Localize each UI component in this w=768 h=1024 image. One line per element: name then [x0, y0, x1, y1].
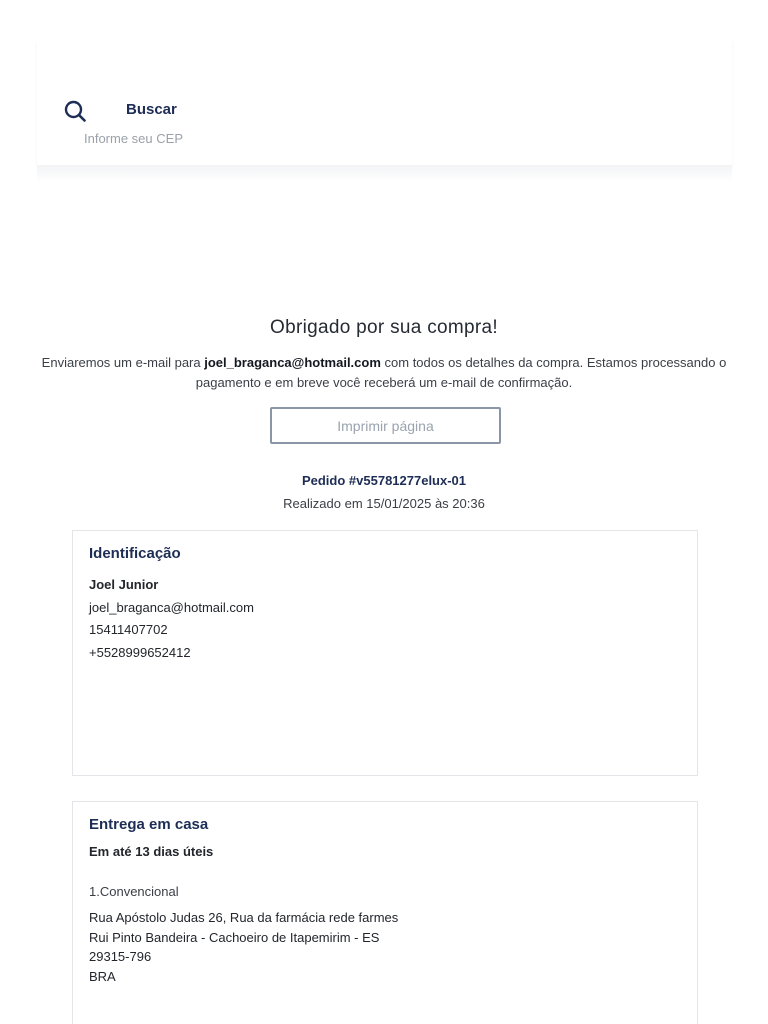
identification-email: joel_braganca@hotmail.com — [89, 599, 254, 615]
identification-card — [72, 530, 698, 776]
shipping-title: Entrega em casa — [89, 816, 209, 833]
shipping-deadline: Em até 13 dias úteis — [89, 844, 214, 859]
order-date: Realizado em 15/01/2025 às 20:36 — [283, 496, 485, 511]
search-label[interactable]: Buscar — [126, 101, 177, 118]
header-search-bar — [37, 40, 732, 165]
shipping-address — [89, 908, 398, 986]
confirmation-message — [40, 353, 728, 393]
border-gap — [698, 927, 702, 969]
print-page-button[interactable]: Imprimir página — [270, 407, 501, 444]
cep-input-hint[interactable]: Informe seu CEP — [84, 131, 183, 146]
address-line: Rui Pinto Bandeira - Cachoeiro de Itapemirim - ES — [89, 929, 380, 945]
identification-title: Identificação — [89, 545, 181, 562]
page-title: Obrigado por sua compra! — [270, 317, 498, 338]
address-line: Rua Apóstolo Judas 26, Rua da farmácia rede farmes — [89, 910, 399, 925]
customer-document: 15411407702 — [89, 622, 168, 637]
customer-phone: +5528999652412 — [89, 644, 191, 660]
message-prefix: Enviaremos um e-mail para — [41, 355, 205, 370]
search-icon[interactable] — [64, 100, 86, 122]
order-number: Pedido #v55781277elux-01 — [301, 473, 467, 488]
header-divider — [37, 166, 732, 182]
shipping-card — [72, 801, 698, 1024]
address-line: BRA — [89, 968, 116, 984]
message-suffix: com todos os detalhes da compra. Estamos processando o pagamento e em breve você receberá um e-mail de confirmação. — [195, 355, 727, 390]
address-line: 29315-796 — [89, 949, 152, 964]
customer-name: Joel Junior — [89, 577, 159, 592]
shipping-method: 1.Convencional — [89, 884, 179, 899]
customer-email: joel_braganca@hotmail.com — [204, 355, 381, 370]
